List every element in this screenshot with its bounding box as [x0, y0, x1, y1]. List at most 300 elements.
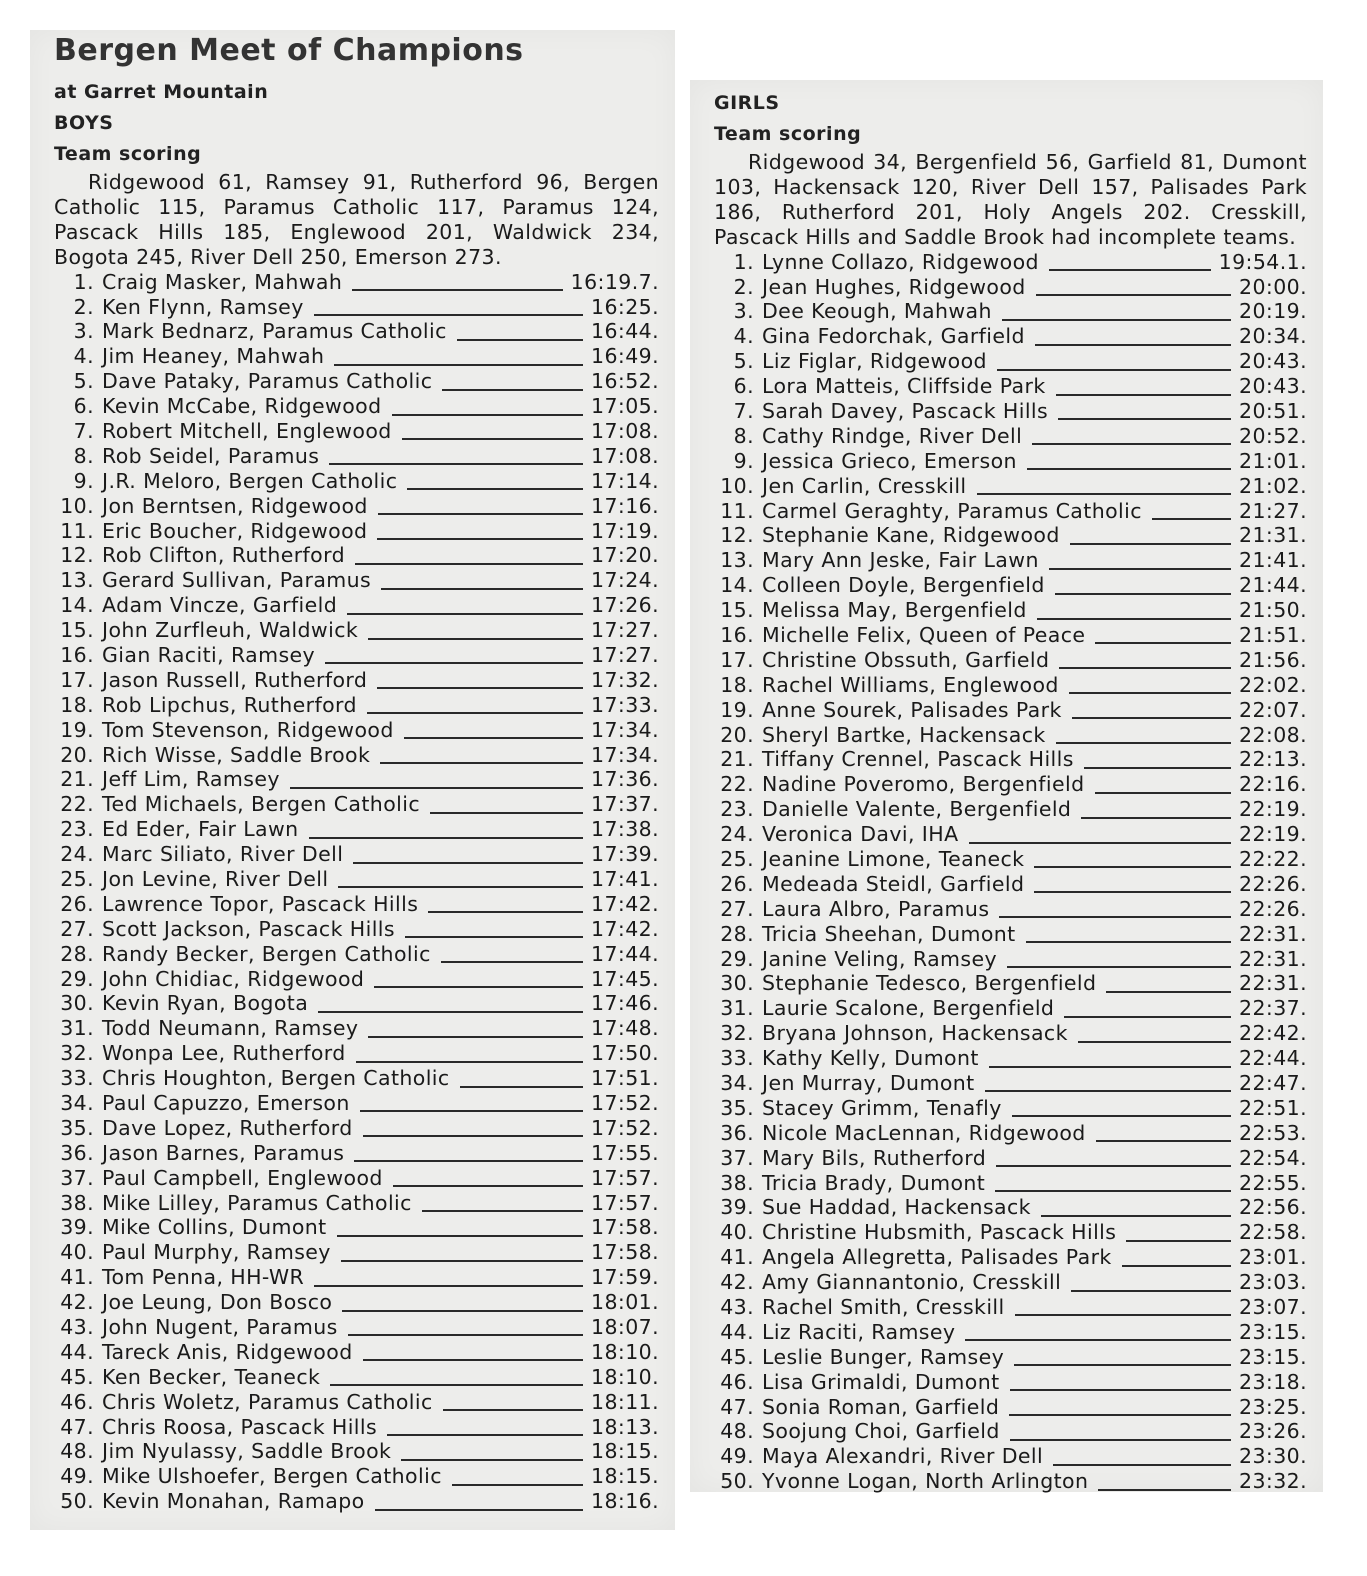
girls-team-scoring-label: Team scoring	[714, 123, 862, 145]
finish-time: 20:19.	[1239, 299, 1307, 324]
finish-time: 22:44.	[1239, 1046, 1307, 1071]
runner-name-school: Mike Collins, Dumont	[102, 1215, 327, 1240]
finish-time: 16:44.	[591, 319, 659, 344]
finish-time: 17:48.	[591, 1016, 659, 1041]
result-place: 38 .	[54, 1191, 94, 1216]
leader-line	[341, 1260, 583, 1262]
finish-time: 17:45.	[591, 966, 659, 991]
result-place: 46 .	[54, 1390, 94, 1415]
result-place: 38 .	[714, 1171, 754, 1196]
runner-name-school: Carmel Geraghty, Paramus Catholic	[762, 498, 1142, 523]
leader-line	[1015, 1314, 1231, 1316]
runner-name-school: Gerard Sullivan, Paramus	[102, 568, 372, 593]
result-place: 5 .	[714, 349, 754, 374]
leader-line	[1106, 991, 1231, 993]
leader-line	[387, 1434, 583, 1436]
leader-line	[356, 1061, 583, 1063]
leader-line	[441, 961, 583, 963]
finish-time: 23:18.	[1239, 1369, 1307, 1394]
leader-line	[1032, 443, 1231, 445]
finish-time: 17:20.	[591, 543, 659, 568]
finish-time: 17:58.	[591, 1240, 659, 1265]
runner-name-school: Jason Russell, Rutherford	[102, 667, 368, 692]
girls-result-row	[714, 523, 1307, 548]
leader-line	[1095, 642, 1231, 644]
meet-title: Bergen Meet of Champions	[54, 33, 524, 68]
girls-result-row	[714, 1320, 1307, 1345]
girls-result-row	[714, 499, 1307, 524]
result-place: 36 .	[714, 1121, 754, 1146]
result-place: 11 .	[714, 499, 754, 524]
leader-line	[1059, 667, 1231, 669]
leader-line	[1034, 866, 1231, 868]
finish-time: 18:07.	[591, 1315, 659, 1340]
runner-name-school: Jen Murray, Dumont	[762, 1071, 975, 1096]
result-place: 49 .	[714, 1444, 754, 1469]
finish-time: 21:41.	[1239, 548, 1307, 573]
runner-name-school: Gian Raciti, Ramsey	[102, 642, 316, 667]
result-place: 44 .	[714, 1320, 754, 1345]
girls-result-row	[714, 1195, 1307, 1220]
runner-name-school: Kevin McCabe, Ridgewood	[102, 394, 382, 419]
leader-line	[1078, 1041, 1231, 1043]
finish-time: 23:30.	[1239, 1444, 1307, 1469]
leader-line	[1010, 1389, 1231, 1391]
result-place: 12 .	[54, 543, 94, 568]
finish-time: 20:51.	[1239, 398, 1307, 423]
leader-line	[1064, 1016, 1231, 1018]
girls-result-row	[714, 747, 1307, 772]
boys-result-row	[54, 344, 659, 369]
boys-result-row	[54, 1016, 659, 1041]
boys-result-row	[54, 1066, 659, 1091]
result-place: 8 .	[54, 444, 94, 469]
runner-name-school: John Nugent, Paramus	[102, 1315, 338, 1340]
result-place: 25 .	[54, 867, 94, 892]
runner-name-school: Tom Penna, HH-WR	[102, 1265, 305, 1290]
leader-line	[392, 414, 583, 416]
girls-result-row	[714, 1146, 1307, 1171]
runner-name-school: Ken Becker, Teaneck	[102, 1364, 321, 1389]
leader-line	[1095, 792, 1231, 794]
finish-time: 17:50.	[591, 1041, 659, 1066]
runner-name-school: Stacey Grimm, Tenafly	[762, 1095, 1002, 1120]
finish-time: 21:44.	[1239, 573, 1307, 598]
result-place: 25 .	[714, 847, 754, 872]
result-place: 18 .	[54, 693, 94, 718]
girls-result-row	[714, 971, 1307, 996]
finish-time: 17:34.	[591, 717, 659, 742]
leader-line	[1126, 1240, 1231, 1242]
leader-line	[354, 1160, 583, 1162]
boys-result-row	[54, 842, 659, 867]
runner-name-school: Sonia Roman, Garfield	[762, 1394, 1000, 1419]
girls-content	[714, 88, 1307, 1494]
runner-name-school: John Zurfleuh, Waldwick	[102, 618, 359, 643]
leader-line	[405, 936, 583, 938]
leader-line	[1122, 1265, 1231, 1267]
boys-result-row	[54, 494, 659, 519]
finish-time: 22:55.	[1239, 1170, 1307, 1195]
result-place: 28 .	[714, 922, 754, 947]
result-place: 26 .	[714, 872, 754, 897]
runner-name-school: Jeanine Limone, Teaneck	[762, 847, 1025, 871]
finish-time: 17:36.	[591, 767, 659, 792]
result-place: 33 .	[714, 1046, 754, 1071]
runner-name-school: Scott Jackson, Pascack Hills	[102, 916, 395, 941]
boys-heading: BOYS	[54, 112, 114, 134]
runner-name-school: Sue Haddad, Hackensack	[762, 1195, 1031, 1220]
result-place: 1 .	[54, 270, 94, 295]
runner-name-school: Cathy Rindge, River Dell	[762, 423, 1023, 448]
leader-line	[393, 1185, 583, 1187]
boys-team-scoring-label: Team scoring	[54, 143, 202, 165]
boys-result-row	[54, 817, 659, 842]
leader-line	[442, 389, 583, 391]
finish-time: 18:13.	[591, 1414, 659, 1439]
leader-line	[422, 1210, 583, 1212]
finish-time: 17:52.	[591, 1115, 659, 1140]
boys-result-row	[54, 1365, 659, 1390]
leader-line	[428, 911, 583, 913]
result-place: 8 .	[714, 424, 754, 449]
result-place: 23 .	[54, 817, 94, 842]
runner-name-school: Chris Woletz, Paramus Catholic	[102, 1389, 433, 1414]
finish-time: 22:58.	[1239, 1220, 1307, 1245]
finish-time: 23:01.	[1239, 1245, 1307, 1270]
finish-time: 22:37.	[1239, 996, 1307, 1021]
finish-time: 17:42.	[591, 916, 659, 941]
leader-line	[989, 1066, 1231, 1068]
result-place: 3 .	[54, 319, 94, 344]
result-place: 6 .	[714, 374, 754, 399]
runner-name-school: Kevin Monahan, Ramapo	[102, 1489, 365, 1514]
result-place: 20 .	[714, 723, 754, 748]
runner-name-school: Rob Seidel, Paramus	[102, 443, 320, 468]
runner-name-school: Michelle Felix, Queen of Peace	[762, 622, 1086, 647]
finish-time: 22:19.	[1239, 822, 1307, 847]
leader-line	[368, 638, 583, 640]
result-place: 29 .	[54, 967, 94, 992]
leader-line	[965, 1339, 1231, 1341]
finish-time: 17:58.	[591, 1215, 659, 1240]
leader-line	[360, 1110, 583, 1112]
result-place: 20 .	[54, 743, 94, 768]
girls-result-row	[714, 1171, 1307, 1196]
runner-name-school: Tricia Brady, Dumont	[762, 1170, 986, 1195]
runner-name-school: Jon Levine, River Dell	[102, 867, 329, 891]
result-place: 35 .	[714, 1096, 754, 1121]
finish-time: 16:49.	[591, 344, 659, 369]
result-place: 16 .	[714, 623, 754, 648]
result-place: 39 .	[54, 1215, 94, 1240]
result-place: 32 .	[714, 1021, 754, 1046]
runner-name-school: Lawrence Topor, Pascack Hills	[102, 891, 419, 916]
result-place: 44 .	[54, 1340, 94, 1365]
finish-time: 17:42.	[591, 891, 659, 916]
finish-time: 18:10.	[591, 1364, 659, 1389]
boys-result-row	[54, 1415, 659, 1440]
girls-result-row	[714, 299, 1307, 324]
finish-time: 17:52.	[591, 1091, 659, 1116]
leader-line	[1084, 767, 1231, 769]
girls-result-row	[714, 548, 1307, 573]
result-place: 27 .	[714, 897, 754, 922]
girls-team-scoring: Ridgewood 34, Bergenfield 56, Garfield 81, Dumont 103, Hackensack 120, River Dell 157, Palisades Park 186, Rutherford 201, Holy Angels 202. Cresskill, Pascack Hills and Saddle Brook had incomplete teams.	[714, 150, 1307, 249]
result-place: 42 .	[714, 1270, 754, 1295]
leader-line	[325, 662, 583, 664]
girls-result-row	[714, 275, 1307, 300]
runner-name-school: Ed Eder, Fair Lawn	[102, 817, 299, 842]
boys-result-row	[54, 767, 659, 792]
result-place: 40 .	[54, 1240, 94, 1265]
result-place: 24 .	[54, 842, 94, 867]
finish-time: 22:54.	[1239, 1145, 1307, 1170]
finish-time: 23:26.	[1239, 1419, 1307, 1444]
finish-time: 17:51.	[591, 1066, 659, 1091]
finish-time: 20:00.	[1239, 274, 1307, 299]
runner-name-school: Lisa Grimaldi, Dumont	[762, 1369, 1000, 1394]
result-place: 30 .	[714, 971, 754, 996]
result-place: 3 .	[714, 299, 754, 324]
result-place: 14 .	[54, 593, 94, 618]
finish-time: 21:01.	[1239, 448, 1307, 473]
leader-line	[1035, 344, 1231, 346]
boys-team-scoring: Ridgewood 61, Ramsey 91, Rutherford 96, Bergen Catholic 115, Paramus Catholic 117, Paramus 124, Pascack Hills 185, Englewood 201, Waldwick 234, Bogota 245, River Dell 250, Emerson 273.	[54, 170, 659, 269]
boys-result-row	[54, 1265, 659, 1290]
result-place: 50 .	[54, 1489, 94, 1514]
finish-time: 20:34.	[1239, 324, 1307, 349]
result-place: 36 .	[54, 1141, 94, 1166]
leader-line	[330, 1384, 583, 1386]
result-place: 1 .	[714, 250, 754, 275]
leader-line	[1034, 891, 1231, 893]
result-place: 33 .	[54, 1066, 94, 1091]
result-place: 11 .	[54, 519, 94, 544]
runner-name-school: Jessica Grieco, Emerson	[762, 448, 1017, 473]
leader-line	[1010, 1439, 1231, 1441]
runner-name-school: Yvonne Logan, North Arlington	[762, 1469, 1089, 1494]
girls-result-row	[714, 648, 1307, 673]
finish-time: 17:08.	[591, 443, 659, 468]
result-place: 17 .	[714, 648, 754, 673]
finish-time: 22:16.	[1239, 772, 1307, 797]
finish-time: 21:50.	[1239, 598, 1307, 623]
runner-name-school: Christine Obssuth, Garfield	[762, 647, 1050, 672]
result-place: 22 .	[54, 792, 94, 817]
leader-line	[1014, 1364, 1231, 1366]
result-place: 13 .	[714, 548, 754, 573]
boys-result-row	[54, 394, 659, 419]
result-place: 50 .	[714, 1469, 754, 1494]
runner-name-school: Liz Raciti, Ramsey	[762, 1319, 956, 1344]
boys-result-row	[54, 1116, 659, 1141]
leader-line	[309, 837, 583, 839]
runner-name-school: Rachel Smith, Cresskill	[762, 1295, 1005, 1320]
girls-result-row	[714, 1245, 1307, 1270]
runner-name-school: Ken Flynn, Ramsey	[102, 294, 304, 319]
runner-name-school: Ted Michaels, Bergen Catholic	[102, 792, 420, 817]
result-place: 28 .	[54, 942, 94, 967]
runner-name-school: Mary Bils, Rutherford	[762, 1145, 987, 1170]
leader-line	[363, 1135, 583, 1137]
finish-time: 17:39.	[591, 842, 659, 867]
leader-line	[1055, 593, 1231, 595]
leader-line	[363, 1359, 583, 1361]
boys-result-row	[54, 991, 659, 1016]
result-place: 37 .	[714, 1146, 754, 1171]
result-place: 4 .	[54, 344, 94, 369]
runner-name-school: Joe Leung, Don Bosco	[102, 1290, 333, 1315]
result-place: 31 .	[714, 996, 754, 1021]
finish-time: 17:57.	[591, 1190, 659, 1215]
boys-results-list	[54, 270, 659, 1515]
finish-time: 22:47.	[1239, 1071, 1307, 1096]
finish-time: 17:38.	[591, 817, 659, 842]
leader-line	[381, 588, 583, 590]
boys-result-row	[54, 568, 659, 593]
result-place: 6 .	[54, 394, 94, 419]
finish-time: 22:13.	[1239, 747, 1307, 772]
boys-result-row	[54, 942, 659, 967]
leader-line	[378, 513, 583, 515]
boys-result-row	[54, 419, 659, 444]
result-place: 13 .	[54, 568, 94, 593]
boys-result-row	[54, 319, 659, 344]
runner-name-school: Nicole MacLennan, Ridgewood	[762, 1120, 1086, 1145]
runner-name-school: Jim Heaney, Mahwah	[102, 344, 325, 369]
girls-result-row	[714, 324, 1307, 349]
leader-line	[375, 1509, 583, 1511]
finish-time: 22:31.	[1239, 946, 1307, 971]
girls-result-row	[714, 897, 1307, 922]
result-place: 43 .	[54, 1315, 94, 1340]
runner-name-school: Sarah Davey, Pascack Hills	[762, 398, 1049, 423]
girls-result-row	[714, 847, 1307, 872]
finish-time: 22:56.	[1239, 1195, 1307, 1220]
result-place: 14 .	[714, 573, 754, 598]
boys-result-row	[54, 643, 659, 668]
result-place: 31 .	[54, 1016, 94, 1041]
boys-result-row	[54, 369, 659, 394]
runner-name-school: Janine Veling, Ramsey	[762, 946, 998, 971]
result-place: 10 .	[714, 474, 754, 499]
boys-result-row	[54, 792, 659, 817]
leader-line	[1053, 1464, 1231, 1466]
result-place: 24 .	[714, 822, 754, 847]
leader-line	[1056, 742, 1231, 744]
finish-time: 22:26.	[1239, 871, 1307, 896]
result-place: 35 .	[54, 1116, 94, 1141]
result-place: 12 .	[714, 523, 754, 548]
result-place: 9 .	[714, 449, 754, 474]
girls-result-row	[714, 573, 1307, 598]
girls-result-row	[714, 822, 1307, 847]
boys-result-row	[54, 1290, 659, 1315]
leader-line	[985, 1090, 1231, 1092]
result-place: 23 .	[714, 797, 754, 822]
runner-name-school: Liz Figlar, Ridgewood	[762, 349, 987, 374]
result-place: 5 .	[54, 369, 94, 394]
leader-line	[1049, 269, 1211, 271]
leader-line	[1152, 518, 1231, 520]
result-place: 48 .	[54, 1439, 94, 1464]
finish-time: 17:14.	[591, 468, 659, 493]
result-place: 27 .	[54, 917, 94, 942]
girls-result-row	[714, 1370, 1307, 1395]
runner-name-school: Mark Bednarz, Paramus Catholic	[102, 319, 447, 344]
leader-line	[430, 812, 583, 814]
girls-result-row	[714, 1295, 1307, 1320]
finish-time: 20:52.	[1239, 423, 1307, 448]
girls-result-row	[714, 922, 1307, 947]
leader-line	[1098, 1489, 1231, 1491]
boys-result-row	[54, 1091, 659, 1116]
runner-name-school: Christine Hubsmith, Pascack Hills	[762, 1220, 1117, 1245]
boys-result-row	[54, 1041, 659, 1066]
leader-line	[1041, 1215, 1231, 1217]
boys-result-row	[54, 1315, 659, 1340]
boys-result-row	[54, 1464, 659, 1489]
finish-time: 18:15.	[591, 1464, 659, 1489]
boys-result-row	[54, 270, 659, 295]
leader-line	[374, 986, 583, 988]
runner-name-school: Rob Lipchus, Rutherford	[102, 692, 357, 717]
result-place: 21 .	[54, 767, 94, 792]
result-place: 17 .	[54, 668, 94, 693]
girls-result-row	[714, 474, 1307, 499]
runner-name-school: Lora Matteis, Cliffside Park	[762, 374, 1046, 399]
finish-time: 18:16.	[591, 1489, 659, 1514]
finish-time: 17:44.	[591, 941, 659, 966]
result-place: 21 .	[714, 747, 754, 772]
runner-name-school: J.R. Meloro, Bergen Catholic	[102, 468, 398, 493]
result-place: 47 .	[714, 1395, 754, 1420]
boys-results-clipping	[30, 30, 675, 1530]
runner-name-school: Dave Lopez, Rutherford	[102, 1115, 353, 1140]
finish-time: 22:31.	[1239, 921, 1307, 946]
leader-line	[329, 463, 583, 465]
result-place: 2 .	[714, 275, 754, 300]
runner-name-school: Tiffany Crennel, Pascack Hills	[762, 747, 1074, 772]
runner-name-school: Colleen Doyle, Bergenfield	[762, 573, 1045, 598]
leader-line	[1002, 319, 1231, 321]
leader-line	[355, 563, 583, 565]
girls-result-row	[714, 1270, 1307, 1295]
result-place: 46 .	[714, 1370, 754, 1395]
runner-name-school: Kathy Kelly, Dumont	[762, 1046, 979, 1071]
finish-time: 22:51.	[1239, 1095, 1307, 1120]
runner-name-school: Adam Vincze, Garfield	[102, 593, 338, 618]
runner-name-school: Kevin Ryan, Bogota	[102, 991, 309, 1016]
runner-name-school: Jen Carlin, Cresskill	[762, 473, 967, 498]
result-place: 37 .	[54, 1166, 94, 1191]
runner-name-school: Dave Pataky, Paramus Catholic	[102, 369, 433, 394]
result-place: 7 .	[54, 419, 94, 444]
girls-result-row	[714, 598, 1307, 623]
result-place: 48 .	[714, 1419, 754, 1444]
leader-line	[380, 762, 583, 764]
leader-line	[1037, 618, 1231, 620]
leader-line	[969, 842, 1232, 844]
girls-result-row	[714, 872, 1307, 897]
finish-time: 23:25.	[1239, 1394, 1307, 1419]
finish-time: 17:05.	[591, 394, 659, 419]
runner-name-school: Jim Nyulassy, Saddle Brook	[102, 1439, 392, 1464]
runner-name-school: Tareck Anis, Ridgewood	[102, 1339, 353, 1364]
finish-time: 23:32.	[1239, 1469, 1307, 1494]
boys-result-row	[54, 668, 659, 693]
